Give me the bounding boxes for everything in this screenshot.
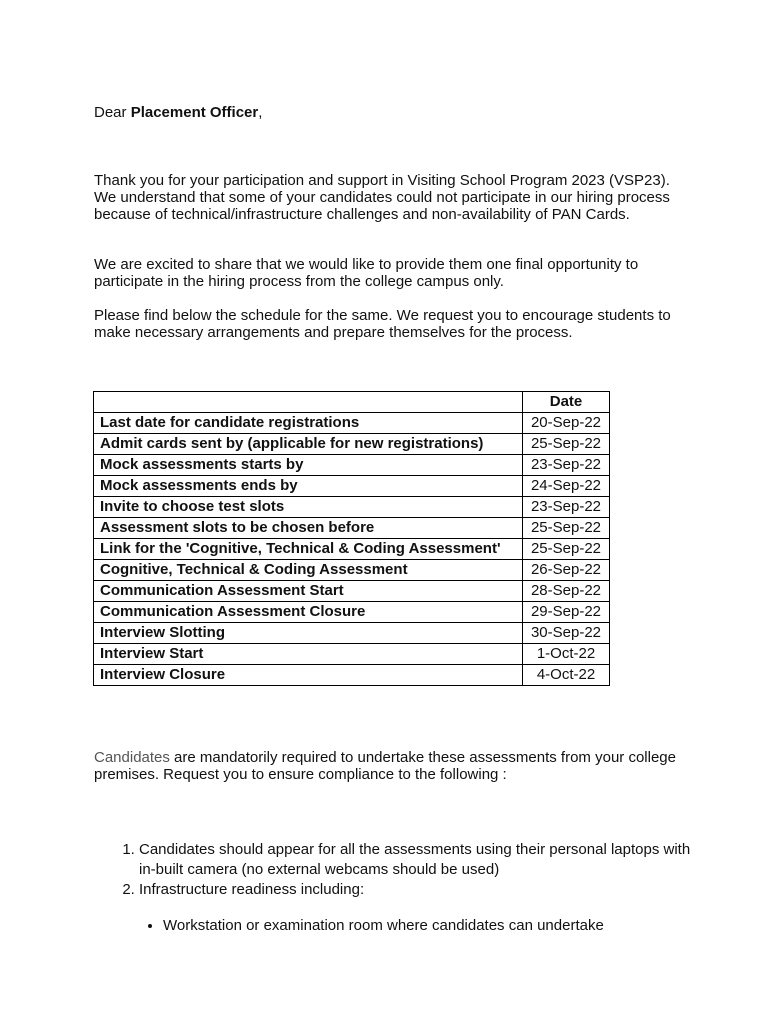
schedule-event-label: Last date for candidate registrations: [94, 413, 523, 434]
recipient-name: Placement Officer: [130, 104, 259, 121]
schedule-event-label: Link for the 'Cognitive, Technical & Coding Assessment': [94, 539, 523, 560]
schedule-event-date: 24-Sep-22: [523, 476, 610, 497]
schedule-event-label: Admit cards sent by (applicable for new registrations): [94, 434, 523, 455]
paragraph-compliance: [94, 749, 694, 783]
schedule-event-date: 30-Sep-22: [523, 623, 610, 644]
table-row: [94, 497, 610, 518]
schedule-event-label: Interview Start: [94, 644, 523, 665]
salutation-suffix: ,: [258, 104, 263, 121]
schedule-event-date: 25-Sep-22: [523, 539, 610, 560]
schedule-event-date: 23-Sep-22: [523, 497, 610, 518]
table-row: [94, 623, 610, 644]
paragraph-thank-you: Thank you for your participation and support in Visiting School Program 2023 (VSP23). We understand that some of your candidates could not participate in our hiring process because of technical/infrastructure challenges and non-availability of PAN Cards.: [94, 172, 670, 223]
schedule-event-label: Invite to choose test slots: [94, 497, 523, 518]
table-row: [94, 434, 610, 455]
list-item: 2. Infrastructure readiness including:: [139, 880, 699, 900]
table-row: [94, 413, 610, 434]
requirements-list: [94, 840, 699, 900]
schedule-event-date: 25-Sep-22: [523, 518, 610, 539]
table-row: [94, 455, 610, 476]
schedule-event-date: 1-Oct-22: [523, 644, 610, 665]
schedule-event-date: 23-Sep-22: [523, 455, 610, 476]
compliance-text: are mandatorily required to undertake these assessments from your college premises. Request you to ensure compliance to the following :: [94, 749, 676, 783]
schedule-event-label: Cognitive, Technical & Coding Assessment: [94, 560, 523, 581]
table-row: [94, 476, 610, 497]
table-row: [94, 581, 610, 602]
table-row: [94, 539, 610, 560]
paragraph-schedule-intro: Please find below the schedule for the same. We request you to encourage students to make necessary arrangements and prepare themselves for the process.: [94, 307, 671, 341]
schedule-event-label: Interview Slotting: [94, 623, 523, 644]
schedule-header-label: [94, 392, 523, 413]
schedule-header-row: [94, 392, 610, 413]
schedule-event-label: Assessment slots to be chosen before: [94, 518, 523, 539]
schedule-event-label: Communication Assessment Closure: [94, 602, 523, 623]
schedule-event-label: Mock assessments starts by: [94, 455, 523, 476]
schedule-event-label: Communication Assessment Start: [94, 581, 523, 602]
schedule-table: [93, 391, 610, 686]
table-row: [94, 560, 610, 581]
table-row: [94, 518, 610, 539]
list-item: 1. Candidates should appear for all the assessments using their personal laptops with in-built camera (no external webcams should be used): [139, 840, 699, 880]
schedule-header-date: Date: [523, 392, 610, 413]
table-row: [94, 644, 610, 665]
paragraph-final-opportunity: We are excited to share that we would like to provide them one final opportunity to participate in the hiring process from the college campus only.: [94, 256, 639, 290]
schedule-event-date: 25-Sep-22: [523, 434, 610, 455]
table-row: [94, 665, 610, 686]
schedule-event-label: Interview Closure: [94, 665, 523, 686]
schedule-event-date: 28-Sep-22: [523, 581, 610, 602]
schedule-event-date: 4-Oct-22: [523, 665, 610, 686]
schedule-event-label: Mock assessments ends by: [94, 476, 523, 497]
salutation: [94, 104, 262, 121]
compliance-lead-word: Candidates: [94, 749, 170, 766]
schedule-event-date: 29-Sep-22: [523, 602, 610, 623]
list-item: • Workstation or examination room where candidates can undertake: [163, 916, 683, 936]
table-row: [94, 602, 610, 623]
schedule-event-date: 26-Sep-22: [523, 560, 610, 581]
schedule-event-date: 20-Sep-22: [523, 413, 610, 434]
salutation-prefix: Dear: [94, 104, 131, 121]
infrastructure-list: [140, 916, 683, 936]
